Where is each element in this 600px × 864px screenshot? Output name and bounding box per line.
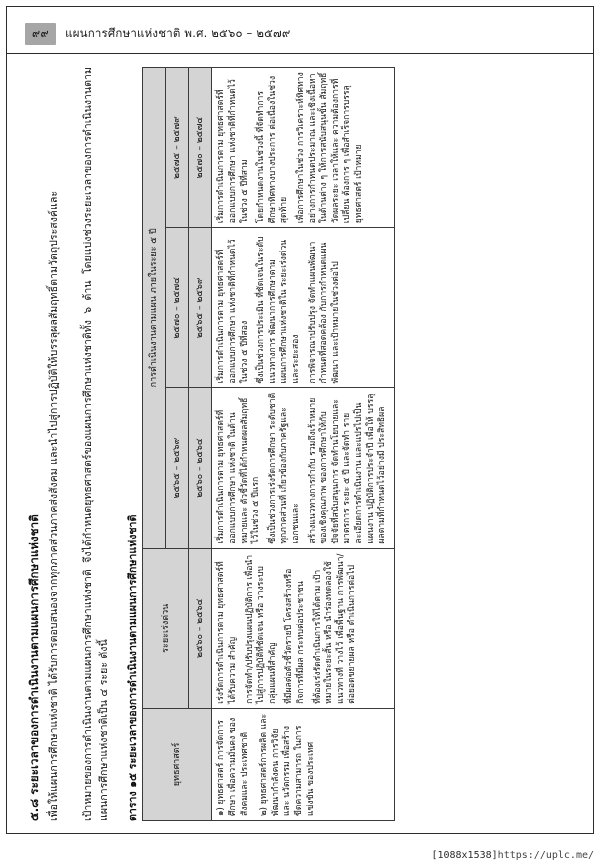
urgent-para-4: ที่ต้องเร่งรัดดำเนินการให้ได้ตาม เป้าหมายในระยะสั้น หรือ นำร่องทดลองใช้แนวทางที่ วางไว้ เพื่อพื้นฐาน การพัฒนา/ต่อยอดขยายผล หรือ ดำเนินการต่อไป xyxy=(312,553,358,704)
section-heading: ๕.๘ ระยะเวลาของการดำเนินงานตามแผนการศึกษาแห่งชาติ xyxy=(27,514,41,821)
phase3-para-3: เพื่อการศึกษาในช่วง การวิเคราะห์ทิศทาง อย่างการกำหนดประมาณ และเชิงเนื้อหาในด้านต่าง ๆ ให้การสนับสนุนขั้น สัมฤทธิ์ วัดผลระยะ เวลาให้และ ความต้องการที่เปลี่ยน ต้องการ ๆ เพื่อสำเร็จการบรรลุ ยุทธศาสตร์ เป้าหมาย xyxy=(295,72,364,224)
cell-strategies xyxy=(212,708,394,820)
table-body xyxy=(212,68,394,821)
table-row xyxy=(212,68,394,821)
header-period-0: ๒๕๖๐ – ๒๕๖๔ xyxy=(189,548,212,708)
phase3-para-1: เริ่มการดำเนินการตาม ยุทธศาสตร์ที่ออกแบบการศึกษา แห่งชาติที่กำหนดไว้ในช่วง ๕ ปีที่สาม xyxy=(216,79,250,224)
urgent-para-3: ที่มีผลต่อตัวชี้วัดรายปี โครงสร้างหรือกิจการที่มีผล กระทบต่อประชาชน xyxy=(284,568,306,704)
cell-urgent-period xyxy=(212,548,394,708)
phase1-para-1: เริ่มการดำเนินการตาม ยุทธศาสตร์ที่ออกแบบการศึกษา แห่งชาติ ในด้านหมายและ ตัวชี้วัดที่ได้กำหนดผลสัมฤทธิ์ ไว้ในช่วง ๕ ปีแรก xyxy=(216,397,262,544)
table-caption: ตาราง ๑๕ ระยะเวลาของการดำเนินงานตามแผนการศึกษาแห่งชาติ xyxy=(127,514,139,821)
table-header-row-periods-lower xyxy=(189,68,212,821)
urgent-para-2: การจัดทำ/ปรับปรุงแผนปฏิบัติการ เพื่อนำไปสู่การปฏิบัติที่ชัดเจน หรือ วางระบบกลุ่มแผนที่สำคัญ xyxy=(244,554,278,704)
header-urgent: ระยะเร่งด่วน xyxy=(143,548,189,708)
section-paragraph-1: เพื่อให้แผนการศึกษาแห่งชาติ ได้รับการตอบสนองจากทุกภาคส่วนภาคส่งสังคม และนำไปสู่การปฏิบัติให้บรรลุผลสัมฤทธิ์ตามวัตถุประสงค์และ xyxy=(48,190,60,821)
landscape-content-stage xyxy=(7,54,593,834)
urgent-para-1: เร่งรัดการดำเนินการตาม ยุทธศาสตร์ที่ได้รับความ สำคัญ xyxy=(216,561,239,704)
phase2-para-1: เริ่มการดำเนินการตาม ยุทธศาสตร์ที่ออกแบบการศึกษา แห่งชาติที่กำหนดไว้ในช่วง ๕ ปีที่สอง xyxy=(216,239,250,384)
phase2-para-3: การพิจารณาปรับปรุง จัดทำแผนพัฒนากำหนดที่สอดคล้อง กับการกำหนดแผนพัฒนา และเป้าหมายในช่วงต่อไป xyxy=(307,241,341,384)
document-title: แผนการศึกษาแห่งชาติ พ.ศ. ๒๕๖๐ – ๒๕๗๙ xyxy=(65,26,291,40)
phase1-para-3: สร้างแนวทางการกำกับ รวมถึงเร้าหมายของเชิงคุณภาพ ของการศึกษาให้กับ ปัจจัยที่สนับสนุนการ จัดทำนโยบายและมาตรการ ระยะ ๕ ปี และจัดทำ รายละเอียดการดำเนินงาน และแปรไปเป็นแผนงาน ปฏิบัติการประจำปี เพื่อให้ บรรลุผลตามที่กำหนดไว้อย่างมี ประสิทธิผล xyxy=(307,393,388,544)
page-number-badge: ๙๙ xyxy=(25,23,56,45)
header-period-1: ๒๕๖๐ – ๒๕๖๔ xyxy=(189,388,212,548)
footer-watermark xyxy=(431,850,594,861)
page-inner xyxy=(7,7,593,833)
header-period-4: ๒๕๗๕ – ๒๕๗๙ xyxy=(166,68,189,228)
header-period-1c: ๒๕๗๐ – ๒๕๗๔ xyxy=(189,68,212,228)
phase2-para-2: ซึ่งเป็นช่วงการประเมิน ที่ชัดเจนในระดับแนวทางการ พัฒนาการศึกษาตาม แผนการศึกษาแห่งชาติใน ระยะเร่งด่วนและระยะสอง xyxy=(256,236,301,384)
header-period-3: ๒๕๗๐ – ๒๕๗๔ xyxy=(166,228,189,388)
header-five-year-group: การดำเนินงานตามแผน ภายในระยะ ๕ ปี xyxy=(143,68,166,549)
landscape-content xyxy=(20,59,580,829)
page-sheet xyxy=(6,6,594,834)
section-paragraph-2: เป้าหมายของการดำเนินงานตามแผนการศึกษาแห่งชาติ จึงได้กำหนดยุทธศาสตร์ของแผนการศึกษาแห่งชาติทั้ง ๖ ด้าน โดยแบ่งช่วงระยะเวลาของการดำเนินงานตามแผนการศึกษาแห่งชาติเป็น ๔ ระยะ ดังนี้ xyxy=(82,67,111,821)
footer-dimensions: [1088x1538] xyxy=(431,850,498,861)
table-head xyxy=(143,68,212,821)
header-period-2: ๒๕๖๕ – ๒๕๖๙ xyxy=(166,388,189,548)
header-strategy: ยุทธศาสตร์ xyxy=(143,708,212,820)
table-header-row-group xyxy=(143,68,166,821)
phase3-para-2: โดยกำหนดงานในช่วงนี้ ที่จัดทำการศึกษาทิศทางบางประการ ต่อเนื่องในช่วงสุดท้าย xyxy=(256,75,290,224)
footer-source: https://uplc.me/ xyxy=(497,850,594,861)
phase1-para-2: ซึ่งเป็นช่วงการเร่งรัดการศึกษา ระดับชาติทุกภาคส่วนที่ เกี่ยวข้องกับภาครัฐและ เอกชนและ xyxy=(267,392,301,544)
strategy-item-1: ๑) ยุทธศาสตร์ การจัดการศึกษา เพื่อความมั่นคง ของสังคมและ ประเทศชาติ xyxy=(216,717,250,816)
running-header xyxy=(25,23,291,45)
cell-phase-2 xyxy=(212,228,394,388)
cell-phase-3 xyxy=(212,68,394,228)
header-period-1b: ๒๕๖๕ – ๒๕๖๙ xyxy=(189,228,212,388)
cell-phase-1 xyxy=(212,388,394,548)
implementation-timeline-table xyxy=(142,67,395,821)
strategy-item-2: ๒) ยุทธศาสตร์การผลิต และพัฒนากำลังคน การวิจัย และ นวัตกรรม เพื่อสร้าง ขีดความสามารถ ในการแข่งขัน ของประเทศ xyxy=(259,713,316,816)
